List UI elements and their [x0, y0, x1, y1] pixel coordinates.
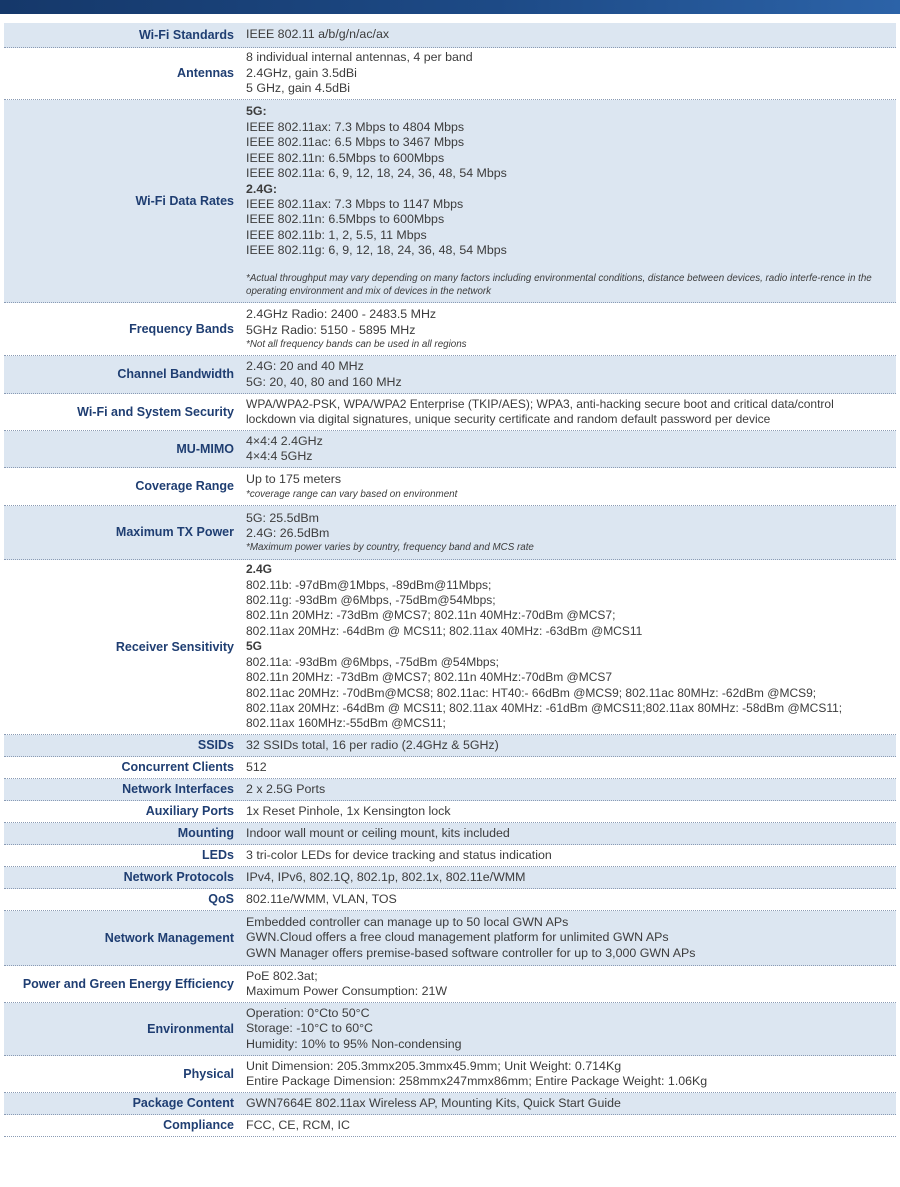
value-line: 802.11ax 20MHz: -64dBm @ MCS11; 802.11ax 40MHz: -63dBm @MCS11 [246, 623, 643, 638]
value-line: 802.11ac 20MHz: -70dBm@MCS8; 802.11ac: HT40:- 66dBm @MCS9; 802.11ac 80MHz: -62dBm @MCS9; [246, 685, 817, 700]
spec-value: Indoor wall mount or ceiling mount, kits included [246, 825, 510, 840]
spec-label: Wi-Fi Data Rates [135, 193, 234, 208]
value-line: 802.11a: -93dBm @6Mbps, -75dBm @54Mbps; [246, 654, 499, 669]
spec-value [240, 397, 896, 428]
spec-label: Receiver Sensitivity [115, 639, 234, 654]
spec-value: FCC, CE, RCM, IC [246, 1117, 350, 1132]
value-line: GWN Manager offers premise-based software controller for up to 3,000 GWN APs [246, 945, 696, 960]
spec-row-ssids [4, 735, 896, 757]
value-line: 4×4:4 2.4GHz [246, 433, 323, 448]
spec-label: Mounting [177, 826, 234, 840]
value-line: IEEE 802.11b: 1, 2, 5.5, 11 Mbps [246, 227, 427, 242]
spec-label: Physical [183, 1066, 234, 1081]
spec-label: Maximum TX Power [115, 525, 234, 539]
spec-label: Network Interfaces [122, 782, 234, 796]
spec-value [240, 434, 896, 465]
band-heading: 5G: [246, 104, 267, 119]
spec-label: Wi-Fi and System Security [77, 404, 234, 419]
spec-label: Network Management [104, 930, 234, 945]
spec-row-network-protocols [4, 867, 896, 889]
spec-row-frequency-bands [4, 303, 896, 356]
spec-row-antennas [4, 48, 896, 100]
spec-value [240, 562, 896, 731]
spec-row-power [4, 966, 896, 1003]
spec-value [240, 969, 896, 1000]
spec-row-network-management [4, 911, 896, 966]
value-line: Up to 175 meters [246, 472, 342, 487]
spec-value: 2 x 2.5G Ports [246, 781, 326, 796]
value-line: 802.11ax 160MHz:-55dBm @MCS11; [246, 716, 446, 731]
spec-row-coverage [4, 468, 896, 506]
value-line: 5G: 20, 40, 80 and 160 MHz [246, 374, 402, 389]
spec-label: Coverage Range [135, 479, 234, 493]
spec-label: Network Protocols [123, 870, 234, 884]
spec-row-compliance [4, 1115, 896, 1137]
value-line: IEEE 802.11ax: 7.3 Mbps to 1147 Mbps [246, 196, 464, 211]
value-line: IEEE 802.11n: 6.5Mbps to 600Mbps [246, 150, 445, 165]
spec-row-security [4, 394, 896, 431]
spec-value: 32 SSIDs total, 16 per radio (2.4GHz & 5GHz) [246, 737, 499, 752]
spec-row-tx-power [4, 506, 896, 560]
value-line: PoE 802.3at; [246, 968, 318, 983]
spec-value: IEEE 802.11 a/b/g/n/ac/ax [246, 27, 390, 42]
spec-label: Auxiliary Ports [145, 804, 234, 818]
value-line: IEEE 802.11ax: 7.3 Mbps to 4804 Mbps [246, 119, 465, 134]
spec-value [240, 50, 896, 96]
band-heading: 2.4G: [246, 181, 277, 196]
value-line: 5G: 25.5dBm [246, 510, 320, 525]
spec-row-data-rates [4, 100, 896, 303]
spec-row-qos [4, 889, 896, 911]
value-line: 2.4G: 20 and 40 MHz [246, 359, 364, 374]
value-line: 802.11n 20MHz: -73dBm @MCS7; 802.11n 40MHz:-70dBm @MCS7 [246, 670, 613, 685]
spec-label: QoS [208, 892, 234, 906]
value-line: IEEE 802.11g: 6, 9, 12, 18, 24, 36, 48, 54 Mbps [246, 243, 507, 258]
spec-row-receiver-sensitivity [4, 560, 896, 735]
spec-row-physical [4, 1056, 896, 1093]
value-line: 8 individual internal antennas, 4 per band [246, 50, 473, 65]
value-line: WPA/WPA2-PSK, WPA/WPA2 Enterprise (TKIP/AES); WPA3, anti-hacking secure boot and critical data/control [246, 396, 834, 411]
spec-label: Frequency Bands [129, 321, 234, 336]
spec-value [240, 472, 896, 500]
value-line: Entire Package Dimension: 258mmx247mmx86mm; Entire Package Weight: 1.06Kg [246, 1074, 708, 1088]
footnote: *Actual throughput may vary depending on many factors including environmental conditions, distance between devices, radio interfe-rence in the operating environment and mix of devices in the network [246, 272, 872, 297]
value-line: Storage: -10°C to 60°C [246, 1021, 373, 1036]
spec-label: Environmental [147, 1021, 234, 1036]
value-line: Operation: 0°Cto 50°C [246, 1005, 370, 1020]
footnote: *Maximum power varies by country, frequency band and MCS rate [246, 542, 534, 554]
spec-value [240, 511, 896, 555]
value-line: 5 GHz, gain 4.5dBi [246, 81, 351, 96]
value-line: 4×4:4 5GHz [246, 449, 313, 463]
spec-value: IPv4, IPv6, 802.1Q, 802.1p, 802.1x, 802.11e/WMM [246, 869, 526, 884]
spec-value: 512 [246, 759, 267, 774]
spec-value: 802.11e/WMM, VLAN, TOS [246, 891, 397, 906]
spec-value [240, 307, 896, 351]
spec-label: SSIDs [197, 738, 234, 752]
spec-label: Compliance [163, 1118, 234, 1132]
spec-row-wifi-standards [4, 23, 896, 48]
value-line: IEEE 802.11ac: 6.5 Mbps to 3467 Mbps [246, 135, 465, 150]
value-line: IEEE 802.11n: 6.5Mbps to 600Mbps [246, 212, 445, 227]
spec-row-concurrent-clients [4, 757, 896, 779]
spec-value [240, 359, 896, 390]
value-line: 802.11n 20MHz: -73dBm @MCS7; 802.11n 40MHz:-70dBm @MCS7; [246, 608, 616, 623]
spec-label: Wi-Fi Standards [138, 27, 234, 42]
spec-label: LEDs [202, 848, 234, 862]
band-heading: 5G [246, 639, 263, 654]
spec-row-channel-bandwidth [4, 356, 896, 394]
value-line: lockdown via digital signatures, unique security certificate and random default password per device [246, 412, 771, 426]
value-line: Embedded controller can manage up to 50 local GWN APs [246, 914, 569, 929]
spec-row-network-interfaces [4, 779, 896, 801]
spec-value: 3 tri-color LEDs for device tracking and status indication [246, 847, 552, 862]
value-line: 2.4GHz, gain 3.5dBi [246, 65, 357, 80]
header-bar [0, 0, 900, 14]
spec-label: Channel Bandwidth [117, 367, 234, 381]
spec-row-package-content [4, 1093, 896, 1115]
spec-label: Concurrent Clients [121, 760, 234, 774]
value-line: 5GHz Radio: 5150 - 5895 MHz [246, 322, 416, 337]
spec-value [240, 1059, 896, 1090]
value-line: Maximum Power Consumption: 21W [246, 984, 448, 998]
value-line: 2.4G: 26.5dBm [246, 526, 330, 540]
spec-label: Power and Green Energy Efficiency [22, 976, 234, 991]
spec-row-environmental [4, 1003, 896, 1056]
spec-value: 1x Reset Pinhole, 1x Kensington lock [246, 803, 451, 818]
footnote: *Not all frequency bands can be used in all regions [246, 338, 467, 350]
value-line: Humidity: 10% to 95% Non-condensing [246, 1036, 462, 1051]
spec-value [240, 915, 896, 961]
spec-table [4, 23, 896, 1137]
value-line: Unit Dimension: 205.3mmx205.3mmx45.9mm; Unit Weight: 0.714Kg [246, 1058, 622, 1073]
value-line: 802.11ax 20MHz: -64dBm @ MCS11; 802.11ax 40MHz: -61dBm @MCS11;802.11ax 80MHz: -58dBm @MCS11; [246, 700, 843, 715]
spec-row-leds [4, 845, 896, 867]
value-line: 802.11b: -97dBm@1Mbps, -89dBm@11Mbps; [246, 577, 492, 592]
value-line: IEEE 802.11a: 6, 9, 12, 18, 24, 36, 48, 54 Mbps [246, 166, 507, 181]
spec-row-mounting [4, 823, 896, 845]
band-heading: 2.4G [246, 562, 273, 577]
spec-label: Package Content [132, 1096, 234, 1110]
spec-label: Antennas [177, 66, 234, 80]
footnote: *coverage range can vary based on environment [246, 488, 458, 500]
spec-value [240, 104, 896, 297]
spec-value [240, 1006, 896, 1052]
spec-row-mu-mimo [4, 431, 896, 468]
value-line: 802.11g: -93dBm @6Mbps, -75dBm@54Mbps; [246, 593, 496, 608]
value-line: GWN.Cloud offers a free cloud management platform for unlimited GWN APs [246, 930, 669, 945]
spec-label: MU-MIMO [176, 441, 234, 456]
spec-value: GWN7664E 802.11ax Wireless AP, Mounting Kits, Quick Start Guide [246, 1095, 621, 1110]
value-line: 2.4GHz Radio: 2400 - 2483.5 MHz [246, 307, 437, 322]
spec-row-auxiliary-ports [4, 801, 896, 823]
